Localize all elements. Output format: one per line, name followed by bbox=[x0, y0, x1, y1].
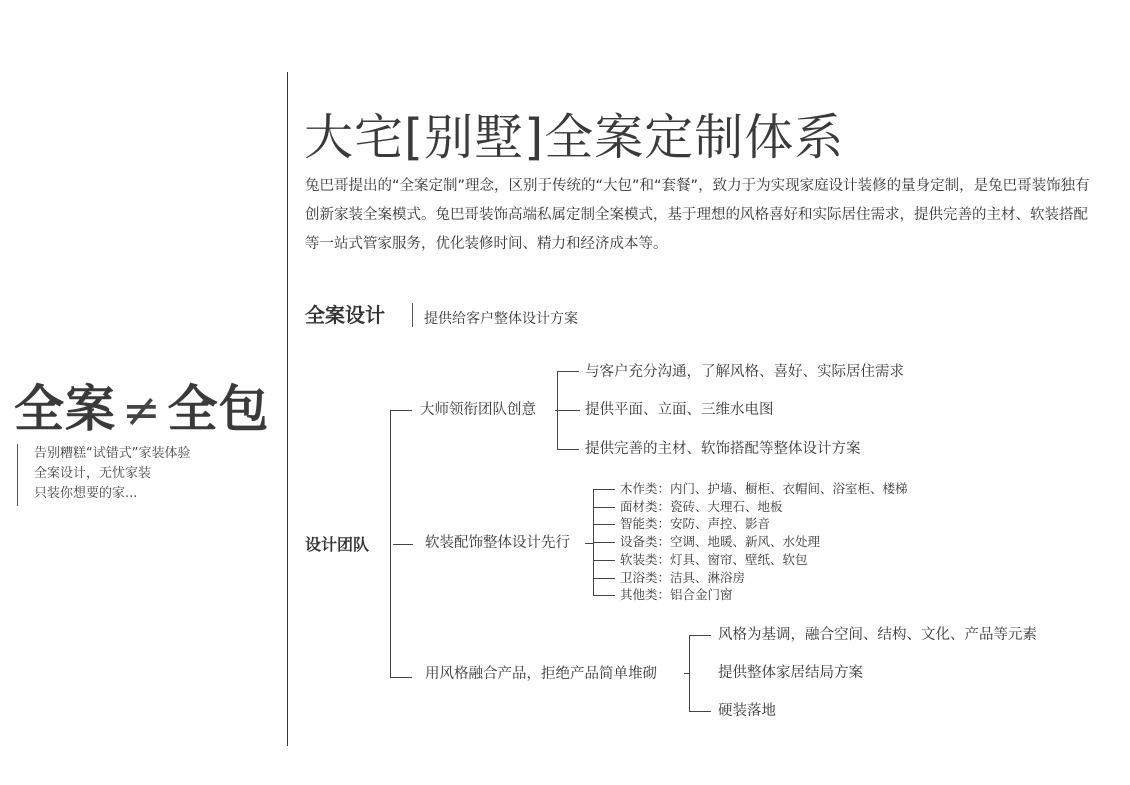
section-title: 全案设计 bbox=[305, 303, 385, 327]
section-separator bbox=[412, 303, 413, 327]
connector bbox=[593, 560, 615, 561]
connector bbox=[689, 635, 690, 712]
page-title: 大宅[别墅]全案定制体系 bbox=[304, 109, 845, 166]
branch-item: 卫浴类：洁具、淋浴房 bbox=[620, 570, 746, 585]
branch-item: 提供平面、立面、三维水电图 bbox=[585, 402, 774, 418]
connector bbox=[557, 449, 579, 450]
slogan-line: 全案设计，无忧家装 bbox=[34, 466, 152, 481]
connector bbox=[593, 578, 615, 579]
connector bbox=[593, 542, 615, 543]
branch-item: 提供完善的主材、软饰搭配等整体设计方案 bbox=[585, 441, 861, 457]
section-subtitle: 提供给客户整体设计方案 bbox=[424, 311, 578, 327]
slogan-heading bbox=[14, 378, 270, 441]
connector bbox=[555, 410, 580, 411]
branch-item: 提供整体家居结局方案 bbox=[718, 665, 863, 681]
connector bbox=[689, 711, 711, 712]
connector bbox=[689, 635, 711, 636]
connector bbox=[390, 410, 391, 678]
not-equal-symbol: ≠ bbox=[122, 383, 162, 437]
slogan-accent-bar bbox=[17, 444, 18, 506]
connector bbox=[557, 371, 579, 372]
branch-item: 设备类：空调、地暖、新风、水处理 bbox=[620, 534, 821, 549]
connector bbox=[557, 371, 558, 450]
branch-label: 用风格融合产品，拒绝产品简单堆砌 bbox=[425, 666, 657, 682]
connector bbox=[390, 410, 412, 411]
branch-item: 硬装落地 bbox=[718, 703, 776, 719]
branch-item: 与客户充分沟通，了解风格、喜好、实际居住需求 bbox=[585, 364, 904, 380]
tree-root: 设计团队 bbox=[305, 535, 370, 554]
branch-item: 面材类：瓷砖、大理石、地板 bbox=[620, 499, 783, 514]
branch-label: 软装配饰整体设计先行 bbox=[425, 535, 570, 551]
slogan-right: 全包 bbox=[167, 380, 270, 438]
connector bbox=[585, 543, 593, 544]
connector bbox=[593, 507, 615, 508]
intro-paragraph: 兔巴哥提出的“全案定制”理念，区别于传统的“大包”和“套餐”，致力于为实现家庭设计装修的量身定制，是兔巴哥装饰独有创新家装全案模式。兔巴哥装饰高端私属定制全案模式，基于理想的风格喜好和实际居住需求，提供完善的主材、软装搭配等一站式管家服务，优化装修时间、精力和经济成本等。 bbox=[305, 178, 1090, 252]
slogan-subtext bbox=[34, 444, 190, 504]
branch-item: 智能类：安防、声控、影音 bbox=[620, 516, 771, 531]
vertical-divider bbox=[287, 72, 288, 746]
slogan-line: 告别糟糕“试错式”家装体验 bbox=[34, 446, 191, 461]
branch-item: 其他类：铝合金门窗 bbox=[620, 587, 733, 602]
connector bbox=[593, 489, 615, 490]
connector bbox=[593, 524, 615, 525]
slogan-left: 全案 bbox=[14, 380, 116, 438]
connector bbox=[390, 677, 412, 678]
branch-item: 风格为基调，融合空间、结构、文化、产品等元素 bbox=[718, 627, 1037, 643]
slogan-line: 只装你想要的家... bbox=[34, 486, 138, 501]
branch-item: 木作类：内门、护墙、橱柜、衣帽间、浴室柜、楼梯 bbox=[620, 481, 908, 496]
branch-label: 大师领衔团队创意 bbox=[420, 402, 536, 418]
connector bbox=[393, 544, 413, 545]
branch-item: 软装类：灯具、窗帘、壁纸、软包 bbox=[620, 552, 808, 567]
connector bbox=[593, 595, 615, 596]
